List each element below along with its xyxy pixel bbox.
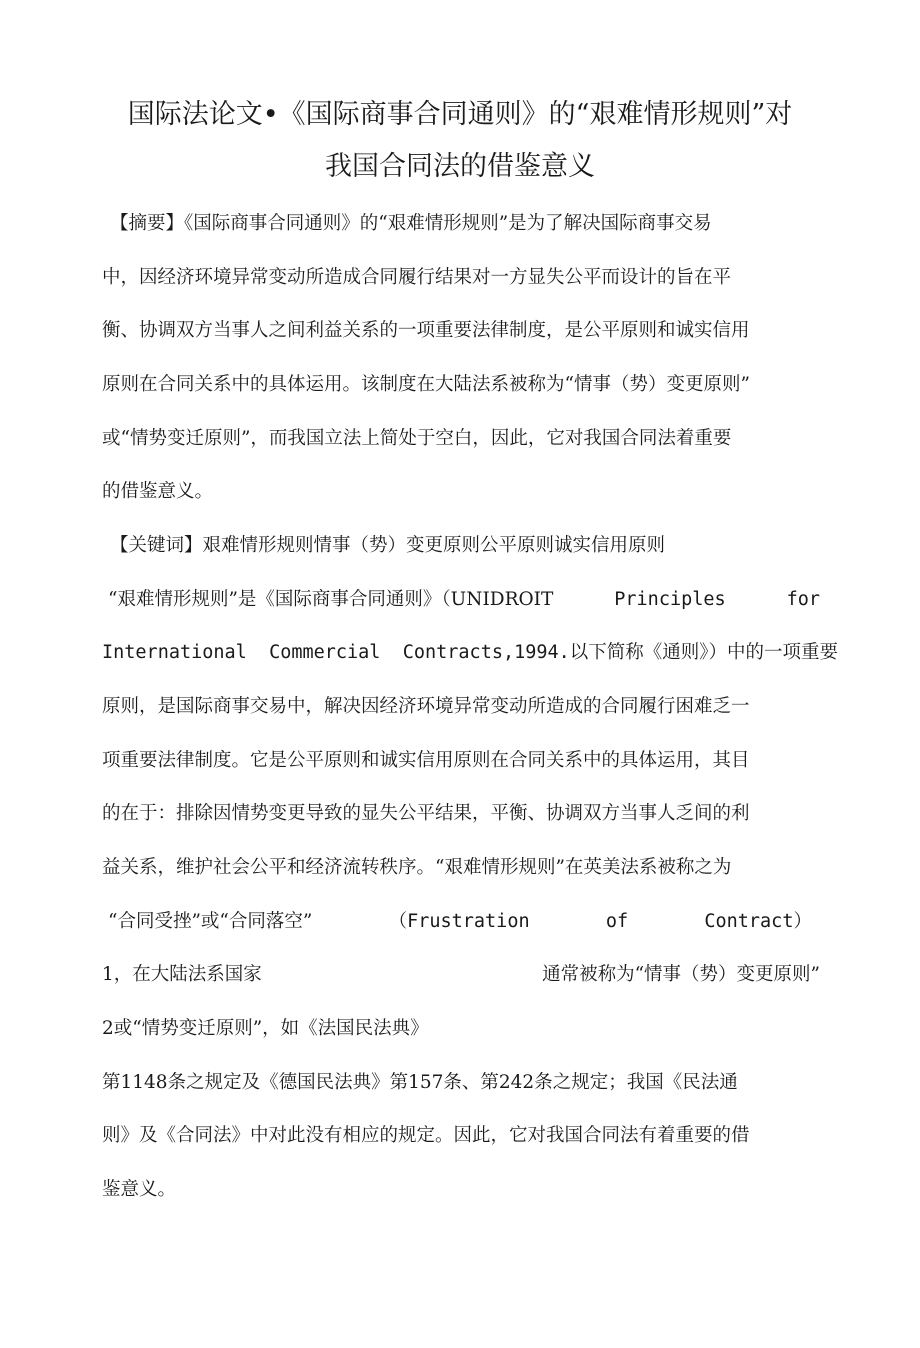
body-line [108, 908, 812, 936]
body-line: 第1148条之规定及《德国民法典》第157条、第242条之规定；我国《民法通 [102, 1072, 738, 1093]
abstract-line: 的借鉴意义。 [102, 481, 214, 502]
body-text-segment: 通常被称为“情事（势）变更原则” [542, 964, 820, 985]
body-line: 原则，是国际商事交易中，解决因经济环境异常变动所造成的合同履行困难乏一 [102, 696, 750, 717]
keywords: 【关键词】艰难情形规则情事（势）变更原则公平原则诚实信用原则 [110, 535, 666, 556]
body-line [108, 586, 820, 614]
body-line: 2或“情势变迁原则”，如《法国民法典》 [102, 1018, 429, 1039]
abstract-line: 衡、协调双方当事人之间利益关系的一项重要法律制度，是公平原则和诚实信用 [102, 320, 750, 341]
body-line: 益关系，维护社会公平和经济流转秩序。“艰难情形规则”在英美法系被称之为 [102, 857, 732, 878]
body-line: 鉴意义。 [102, 1179, 177, 1200]
body-line: International Commercial Contracts,1994.以下简称《通则》）中的一项重要 [102, 642, 839, 663]
body-text-segment: 1，在大陆法系国家 [102, 964, 262, 985]
body-line [102, 961, 820, 989]
body-text-segment: （Frustration [388, 911, 530, 932]
abstract-line: 原则在合同关系中的具体运用。该制度在大陆法系被称为“情事（势）变更原则” [102, 374, 750, 395]
body-text-segment: Contract） [704, 911, 812, 932]
body-text-segment: “艰难情形规则”是《国际商事合同通则》（UNIDROIT [108, 589, 554, 610]
body-text-segment: Principles [614, 589, 726, 610]
body-line: 的在于：排除因情势变更导致的显失公平结果，平衡、协调双方当事人乏间的利 [102, 803, 750, 824]
abstract-line: 【摘要】《国际商事合同通则》的“艰难情形规则”是为了解决国际商事交易 [110, 213, 712, 234]
abstract-line: 中，因经济环境异常变动所造成合同履行结果对一方显失公平而设计的旨在平 [102, 267, 732, 288]
document-title-line-1: 国际法论文•《国际商事合同通则》的“艰难情形规则”对 [127, 99, 793, 130]
abstract-line: 或“情势变迁原则”，而我国立法上简处于空白，因此，它对我国合同法着重要 [102, 428, 732, 449]
body-line: 则》及《合同法》中对此没有相应的规定。因此，它对我国合同法有着重要的借 [102, 1125, 750, 1146]
body-text-segment: of [605, 911, 629, 932]
body-text-segment: for [786, 589, 820, 610]
body-text-segment: “合同受挫”或“合同落空” [108, 911, 313, 932]
body-line: 项重要法律制度。它是公平原则和诚实信用原则在合同关系中的具体运用，其目 [102, 750, 750, 771]
document-title-line-2: 我国合同法的借鉴意义 [325, 151, 595, 182]
